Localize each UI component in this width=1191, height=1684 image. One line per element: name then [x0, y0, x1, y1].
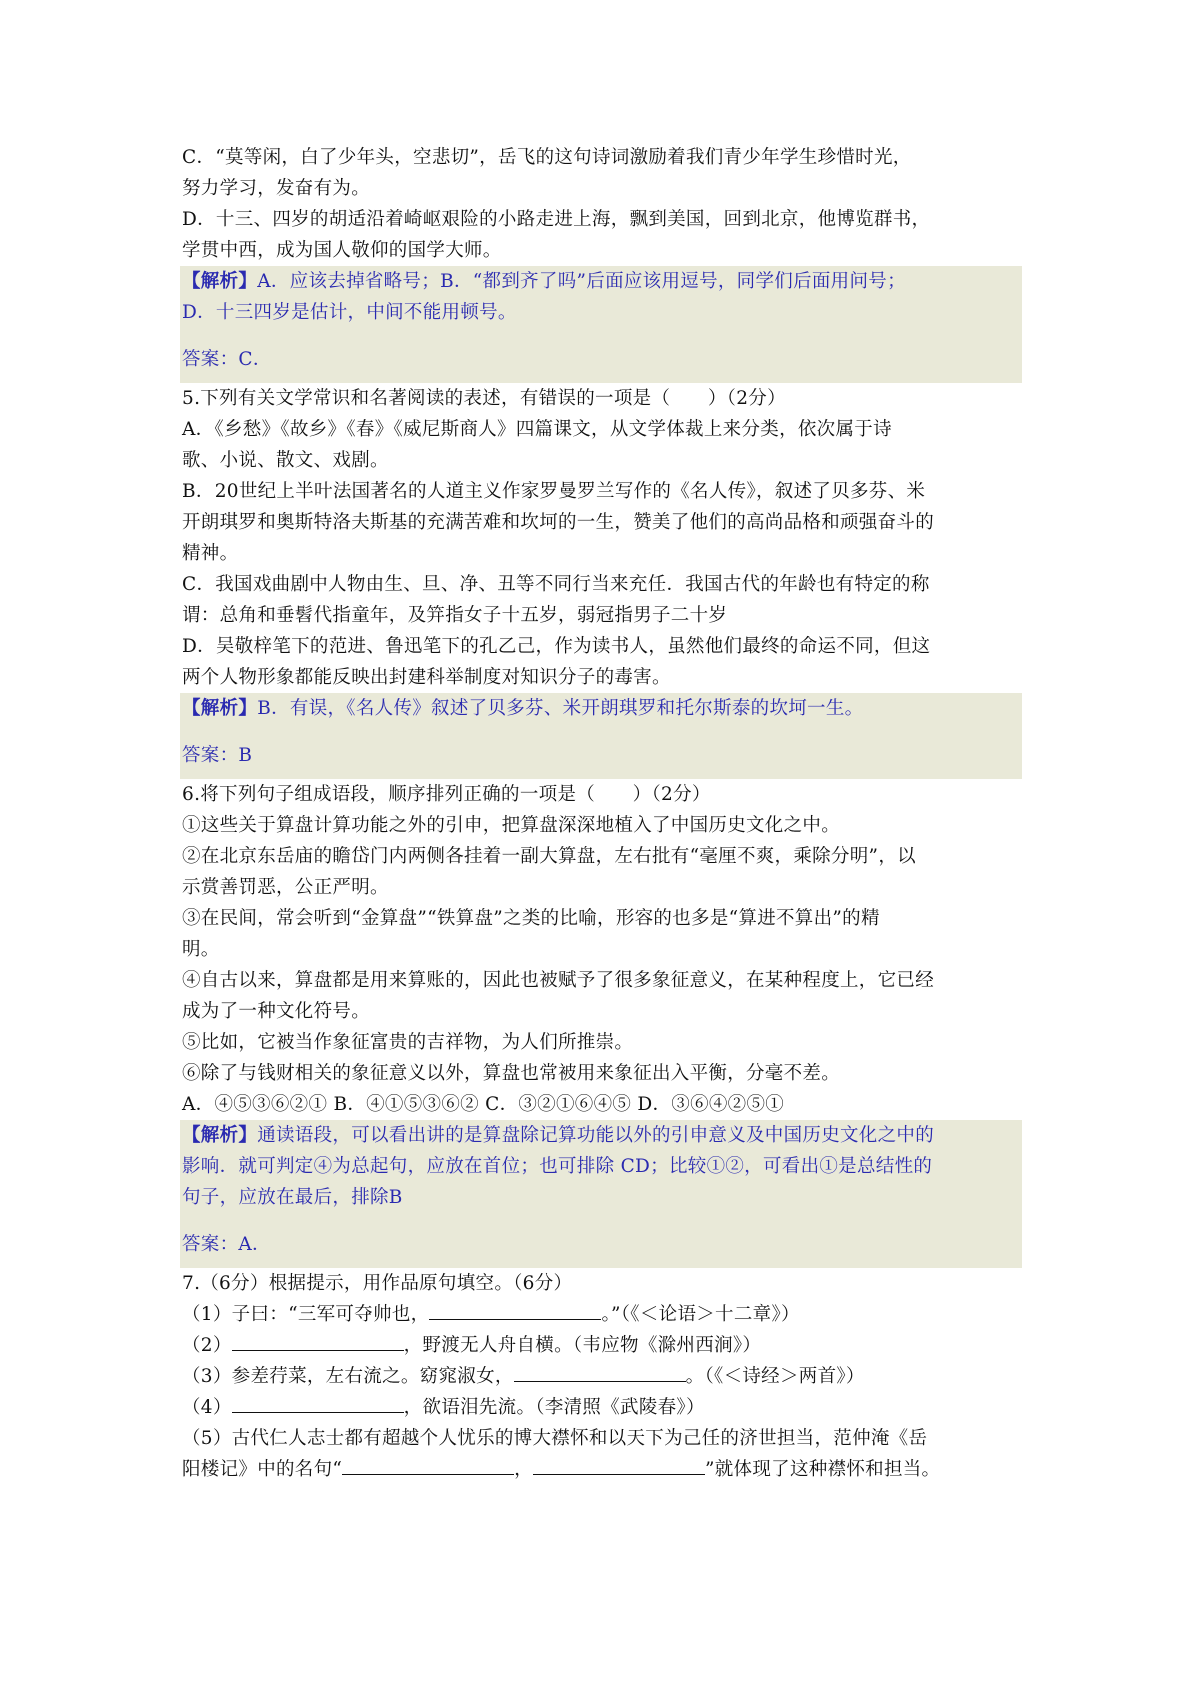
text-line: ④自古以来，算盘都是用来算账的，因此也被赋予了很多象征意义，在某种程度上，它已经	[182, 970, 935, 991]
text-line: D．十三、四岁的胡适沿着崎岖艰险的小路走进上海，飘到美国，回到北京，他博览群书，	[182, 209, 931, 230]
text-line: 示赏善罚恶，公正严明。	[182, 877, 389, 898]
analysis-tag: 【解析】	[182, 698, 258, 719]
text-line: 明。	[182, 939, 220, 960]
q6-options: A．④⑤③⑥②① B．④①⑤③⑥② C．③②①⑥④⑤ D．③⑥④②⑤①	[182, 1094, 785, 1115]
text-line: ③在民间，常会听到“金算盘”“铁算盘”之类的比喻，形容的也多是“算进不算出”的精	[182, 908, 880, 929]
text-line: 成为了一种文化符号。	[182, 1001, 371, 1022]
analysis-text: A．应该去掉省略号；B．“都到齐了吗”后面应该用逗号，同学们后面用问号；	[257, 271, 906, 292]
q5-option-d	[182, 631, 1020, 693]
text-line: B．20世纪上半叶法国著名的人道主义作家罗曼罗兰写作的《名人传》，叙述了贝多芬、米	[182, 481, 926, 502]
q7-item-5-line-1: （5）古代仁人志士都有超越个人忧乐的博大襟怀和以天下为己任的济世担当，范仲淹《岳	[182, 1428, 928, 1449]
q6-analysis-box	[180, 1120, 1022, 1268]
text-line: 努力学习，发奋有为。	[182, 178, 371, 199]
text-line: 开朗琪罗和奥斯特洛夫斯基的充满苦难和坎坷的一生，赞美了他们的高尚品格和顽强奋斗的	[182, 512, 935, 533]
q7-item-5-suffix: ”就体现了这种襟怀和担当。	[704, 1459, 941, 1480]
q5-analysis-box	[180, 693, 1022, 779]
text-line: 歌、小说、散文、戏剧。	[182, 450, 389, 471]
analysis-text: 影响．就可判定④为总起句，应放在首位；也可排除 CD；比较①②，可看出①是总结性的	[182, 1156, 933, 1177]
q7-item-2	[182, 1330, 1020, 1361]
text-line: 两个人物形象都能反映出封建科举制度对知识分子的毒害。	[182, 667, 671, 688]
q6-sentence-2	[182, 841, 1020, 903]
q6-sentence-3	[182, 903, 1020, 965]
fill-blank[interactable]	[533, 1454, 705, 1475]
fill-blank[interactable]	[342, 1454, 514, 1475]
q7-item-4-prefix: （4）	[182, 1397, 232, 1418]
q6-sentence-5: ⑤比如，它被当作象征富贵的吉祥物，为人们所推崇。	[182, 1032, 634, 1053]
q7-item-3	[182, 1361, 1020, 1392]
fill-blank[interactable]	[514, 1361, 686, 1382]
text-line: 学贯中西，成为国人敬仰的国学大师。	[182, 240, 502, 261]
fill-blank[interactable]	[232, 1330, 404, 1351]
analysis-text: D．十三四岁是估计，中间不能用顿号。	[182, 302, 517, 323]
q4-analysis-box	[180, 266, 1022, 383]
analysis-text: B．有误，《名人传》叙述了贝多芬、米开朗琪罗和托尔斯泰的坎坷一生。	[257, 698, 864, 719]
text-line: 精神。	[182, 543, 239, 564]
q4-option-c	[182, 142, 1020, 204]
q6-sentence-6: ⑥除了与钱财相关的象征意义以外，算盘也常被用来象征出入平衡，分毫不差。	[182, 1063, 841, 1084]
text-line: ②在北京东岳庙的瞻岱门内两侧各挂着一副大算盘，左右批有“毫厘不爽，乘除分明”，以	[182, 846, 916, 867]
q7-item-2-suffix: ，野渡无人舟自横。（韦应物《滁州西涧》）	[403, 1335, 762, 1356]
text-line: 谓：总角和垂髫代指童年，及笄指女子十五岁，弱冠指男子二十岁	[182, 605, 728, 626]
q6-sentence-4	[182, 965, 1020, 1027]
q7-item-4-suffix: ，欲语泪先流。（李清照《武陵春》）	[403, 1397, 705, 1418]
analysis-text: 通读语段，可以看出讲的是算盘除记算功能以外的引申意义及中国历史文化之中的	[257, 1125, 935, 1146]
q7-item-3-prefix: （3）参差荇菜，左右流之。窈窕淑女，	[182, 1366, 514, 1387]
text-line: A．《乡愁》《故乡》《春》《威尼斯商人》四篇课文，从文学体裁上来分类，依次属于诗	[182, 419, 892, 440]
q7-stem: 7.（6分）根据提示，用作品原句填空。（6分）	[182, 1273, 573, 1294]
q7-item-3-suffix: 。（《＜诗经＞两首》）	[685, 1366, 865, 1387]
q5-stem: 5.下列有关文学常识和名著阅读的表述，有错误的一项是（ ）（2分）	[182, 388, 786, 409]
answer-text: 答案：A．	[182, 1234, 271, 1255]
analysis-tag: 【解析】	[182, 1125, 258, 1146]
q6-sentence-1: ①这些关于算盘计算功能之外的引申，把算盘深深地植入了中国历史文化之中。	[182, 815, 841, 836]
answer-text: 答案：B	[182, 745, 253, 766]
analysis-tag: 【解析】	[182, 271, 258, 292]
text-line: D．吴敬梓笔下的范进、鲁迅笔下的孔乙己，作为读书人，虽然他们最终的命运不同，但这	[182, 636, 931, 657]
q7-item-5-separator: ，	[514, 1459, 533, 1480]
text-line: C．“莫等闲，白了少年头，空悲切”，岳飞的这句诗词激励着我们青少年学生珍惜时光，	[182, 147, 912, 168]
document-page	[182, 142, 1020, 1485]
q5-option-a	[182, 414, 1020, 476]
q7-item-2-prefix: （2）	[182, 1335, 232, 1356]
q4-option-d	[182, 204, 1020, 266]
q7-item-1-suffix: 。”（《＜论语＞十二章》）	[601, 1304, 800, 1325]
q6-stem: 6.将下列句子组成语段，顺序排列正确的一项是（ ）（2分）	[182, 784, 711, 805]
text-line: C．我国戏曲剧中人物由生、旦、净、丑等不同行当来充任．我国古代的年龄也有特定的称	[182, 574, 930, 595]
q7-item-5-line-2	[182, 1454, 1020, 1485]
q5-option-c	[182, 569, 1020, 631]
q5-option-b	[182, 476, 1020, 569]
fill-blank[interactable]	[429, 1299, 601, 1320]
fill-blank[interactable]	[232, 1392, 404, 1413]
q7-item-5-prefix: 阳楼记》中的名句“	[182, 1459, 343, 1480]
q7-item-1-prefix: （1）子曰：“三军可夺帅也，	[182, 1304, 430, 1325]
q7-item-4	[182, 1392, 1020, 1423]
analysis-text: 句子，应放在最后，排除B	[182, 1187, 403, 1208]
answer-text: 答案：C．	[182, 349, 272, 370]
q7-item-1	[182, 1299, 1020, 1330]
